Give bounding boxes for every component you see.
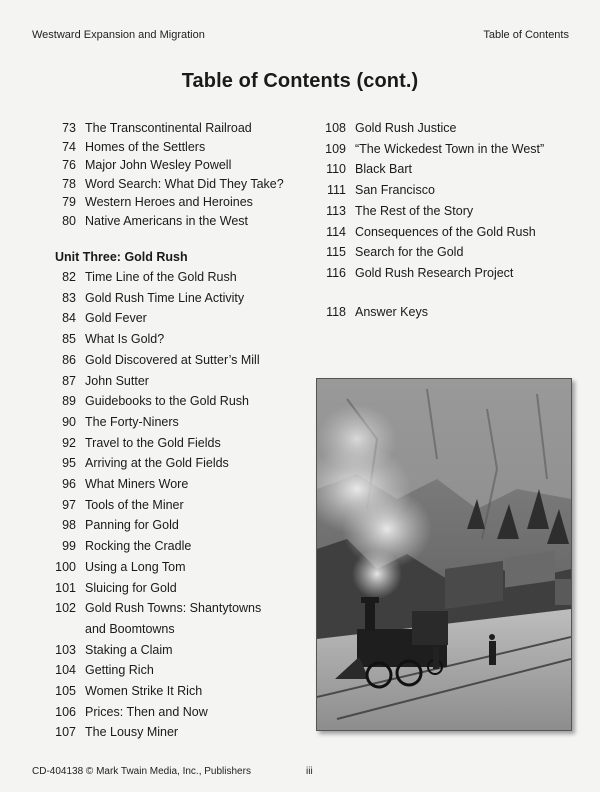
- toc-page-number: 102: [55, 601, 76, 616]
- toc-entry-title: Answer Keys: [355, 305, 428, 319]
- toc-entry-title: Consequences of the Gold Rush: [355, 224, 536, 239]
- toc-page-number: 103: [55, 642, 76, 657]
- toc-entry-title: Gold Discovered at Sutter’s Mill: [85, 352, 260, 367]
- toc-page-number: 113: [326, 203, 346, 218]
- toc-page-number: 101: [55, 580, 76, 595]
- toc-entry-title: The Lousy Miner: [85, 725, 179, 740]
- toc-entry-title: Gold Rush Research Project: [355, 265, 514, 280]
- toc-page-number: 92: [62, 435, 76, 450]
- toc-entry-title: Women Strike It Rich: [85, 684, 203, 698]
- toc-entry-title: and Boomtowns: [85, 621, 175, 636]
- toc-entry-title: Time Line of the Gold Rush: [85, 270, 237, 284]
- toc-page-number: 115: [326, 245, 346, 260]
- toc-page-number: 84: [62, 311, 76, 326]
- toc-page-number: 78: [62, 176, 76, 191]
- toc-entry-title: Gold Rush Time Line Activity: [85, 290, 245, 305]
- toc-entry-title: Arriving at the Gold Fields: [85, 456, 229, 471]
- toc-page-number: 108: [325, 121, 346, 135]
- toc-page-number: 87: [62, 373, 76, 388]
- toc-entry-title: “The Wickedest Town in the West”: [355, 141, 545, 156]
- toc-entry-title: John Sutter: [85, 373, 149, 388]
- footer-page-number: iii: [306, 766, 313, 777]
- toc-page-number: 116: [326, 265, 346, 280]
- toc-page-number: 85: [62, 332, 76, 347]
- toc-page-number: 99: [62, 539, 76, 554]
- toc-entry-title: Panning for Gold: [85, 518, 179, 533]
- toc-page-number: 96: [62, 477, 76, 491]
- steam-train-photo: [316, 378, 572, 731]
- toc-entry-title: The Rest of the Story: [355, 203, 474, 218]
- toc-page-number: 95: [62, 456, 76, 471]
- toc-page-number: 97: [62, 497, 76, 512]
- toc-entry-title: What Is Gold?: [85, 332, 165, 347]
- toc-entry-title: Black Bart: [355, 162, 412, 177]
- toc-page-number: 107: [55, 725, 76, 740]
- toc-page-number: 83: [62, 290, 76, 305]
- toc-page-number: 118: [326, 305, 346, 319]
- page-title: Table of Contents (cont.): [181, 70, 419, 92]
- toc-page-number: 98: [62, 518, 76, 533]
- toc-page-number: 73: [62, 121, 76, 135]
- toc-entry-title: The Forty-Niners: [85, 414, 179, 429]
- toc-page-number: 90: [62, 414, 76, 429]
- toc-page-number: 111: [326, 183, 346, 198]
- toc-entry-title: Prices: Then and Now: [85, 704, 208, 719]
- toc-entry-title: Rocking the Cradle: [85, 539, 192, 554]
- toc-page-number: 100: [55, 559, 76, 574]
- toc-page-number: 74: [62, 139, 76, 154]
- toc-entry-title: Word Search: What Did They Take?: [85, 176, 284, 191]
- toc-entry-title: Guidebooks to the Gold Rush: [85, 394, 249, 409]
- toc-page-number: 104: [55, 663, 76, 678]
- toc-page-number: 76: [62, 158, 76, 173]
- running-header-left: Westward Expansion and Migration: [32, 29, 205, 41]
- toc-entry-title: Native Americans in the West: [85, 214, 249, 228]
- running-header-right: Table of Contents: [483, 29, 569, 41]
- toc-page-number: 79: [62, 195, 76, 210]
- toc-entry-title: Travel to the Gold Fields: [85, 435, 221, 450]
- toc-entry-title: The Transcontinental Railroad: [85, 121, 252, 135]
- toc-entry-title: Search for the Gold: [355, 245, 464, 260]
- toc-page-number: 86: [62, 352, 76, 367]
- toc-page-number: 114: [326, 224, 346, 239]
- toc-entry-title: Gold Rush Justice: [355, 121, 457, 135]
- unit-heading: Unit Three: Gold Rush: [55, 250, 188, 264]
- toc-page-number: 105: [55, 684, 76, 698]
- toc-entry-title: Homes of the Settlers: [85, 139, 206, 154]
- toc-entry-title: Tools of the Miner: [85, 497, 184, 512]
- toc-entry-title: Gold Fever: [85, 311, 147, 326]
- toc-page-number: 89: [62, 394, 76, 409]
- toc-page-number: 110: [326, 162, 346, 177]
- toc-entry-title: Major John Wesley Powell: [85, 158, 232, 173]
- toc-entry-title: Using a Long Tom: [85, 559, 186, 574]
- toc-entry-title: Sluicing for Gold: [85, 580, 177, 595]
- toc-page-number: 82: [62, 270, 76, 284]
- toc-page-number: 80: [62, 214, 76, 228]
- toc-page-number: 106: [55, 704, 76, 719]
- toc-entry-title: Gold Rush Towns: Shantytowns: [85, 601, 262, 616]
- toc-entry-title: Staking a Claim: [85, 642, 173, 657]
- footer-publisher: CD-404138 © Mark Twain Media, Inc., Publishers: [32, 766, 251, 777]
- toc-entry-title: San Francisco: [355, 183, 435, 198]
- toc-entry-title: What Miners Wore: [85, 477, 189, 491]
- toc-page-number: 109: [325, 141, 346, 156]
- toc-entry-title: Western Heroes and Heroines: [85, 195, 253, 210]
- toc-entry-title: Getting Rich: [85, 663, 154, 678]
